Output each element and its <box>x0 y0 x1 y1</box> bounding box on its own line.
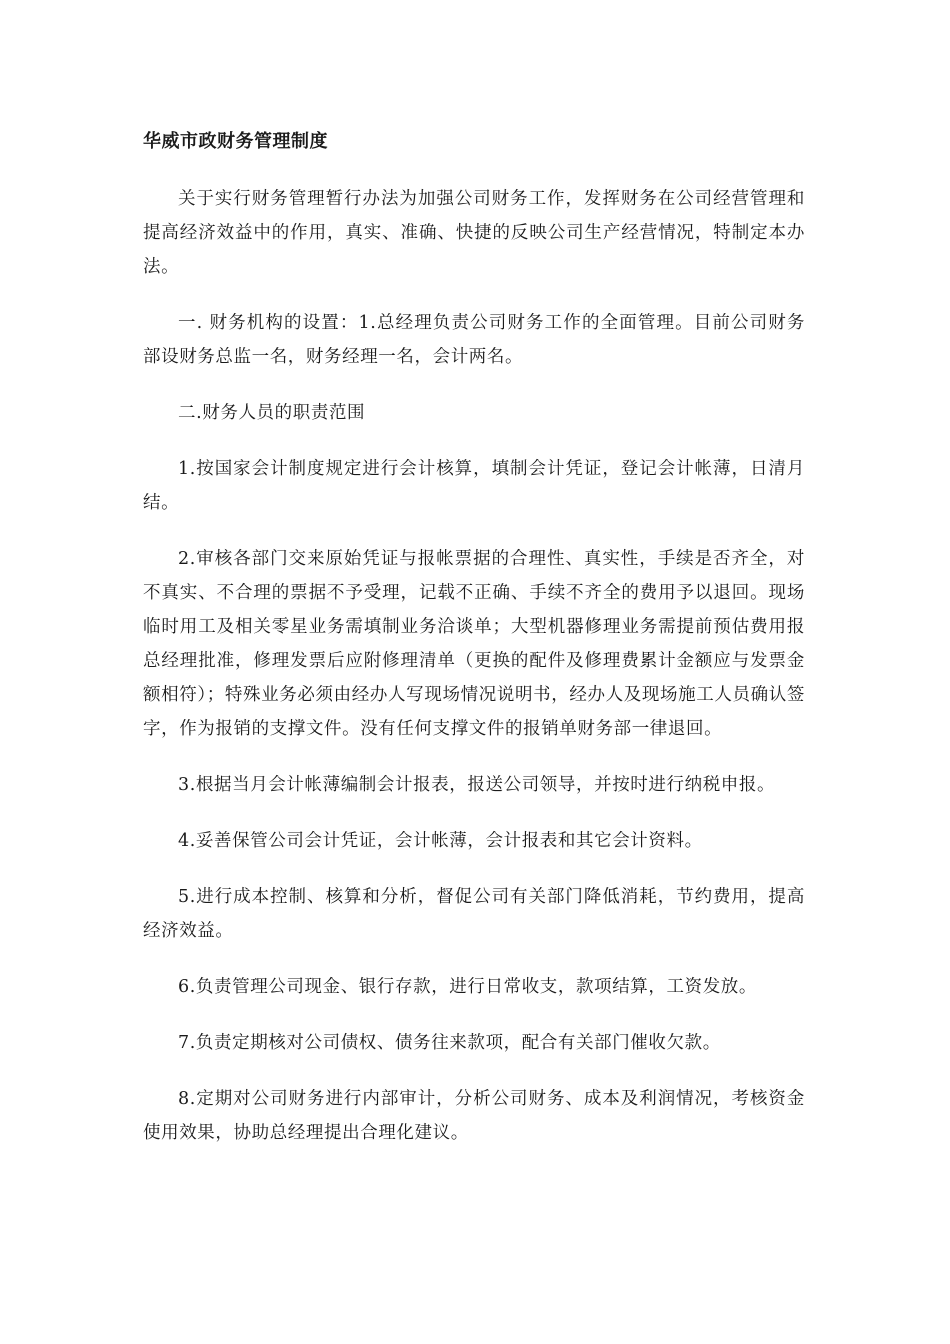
paragraph-item-1: 1.按国家会计制度规定进行会计核算，填制会计凭证，登记会计帐薄，日清月结。 <box>143 459 805 513</box>
document-page <box>143 124 805 1172</box>
paragraph-item-2: 2.审核各部门交来原始凭证与报帐票据的合理性、真实性，手续是否齐全，对不真实、不合理的票据不予受理，记载不正确、手续不齐全的费用予以退回。现场临时用工及相关零星业务需填制业务洽谈单；大型机器修理业务需提前预估费用报总经理批准，修理发票后应附修理清单（更换的配件及修理费累计金额应与发票金额相符）；特殊业务必须由经办人写现场情况说明书，经办人及现场施工人员确认签字，作为报销的支撑文件。没有任何支撑文件的报销单财务部一律退回。 <box>143 549 805 739</box>
paragraph-item-5: 5.进行成本控制、核算和分析，督促公司有关部门降低消耗，节约费用，提高经济效益。 <box>143 887 805 941</box>
paragraph-item-6: 6.负责管理公司现金、银行存款，进行日常收支，款项结算，工资发放。 <box>178 977 757 997</box>
paragraph-item-4: 4.妥善保管公司会计凭证，会计帐薄，会计报表和其它会计资料。 <box>178 831 703 851</box>
paragraph-item-3: 3.根据当月会计帐薄编制会计报表，报送公司领导，并按时进行纳税申报。 <box>178 775 776 795</box>
paragraph-section-1: 一. 财务机构的设置：1.总经理负责公司财务工作的全面管理。目前公司财务部设财务总监一名，财务经理一名，会计两名。 <box>143 313 805 367</box>
paragraph-item-7: 7.负责定期核对公司债权、债务往来款项，配合有关部门催收欠款。 <box>178 1033 721 1053</box>
document-title: 华威市政财务管理制度 <box>143 131 328 152</box>
paragraph-item-8: 8.定期对公司财务进行内部审计，分析公司财务、成本及利润情况，考核资金使用效果，协助总经理提出合理化建议。 <box>143 1089 805 1143</box>
paragraph-intro: 关于实行财务管理暂行办法为加强公司财务工作，发挥财务在公司经营管理和提高经济效益中的作用，真实、准确、快捷的反映公司生产经营情况，特制定本办法。 <box>143 189 805 277</box>
paragraph-section-2-heading: 二.财务人员的职责范围 <box>178 403 366 423</box>
